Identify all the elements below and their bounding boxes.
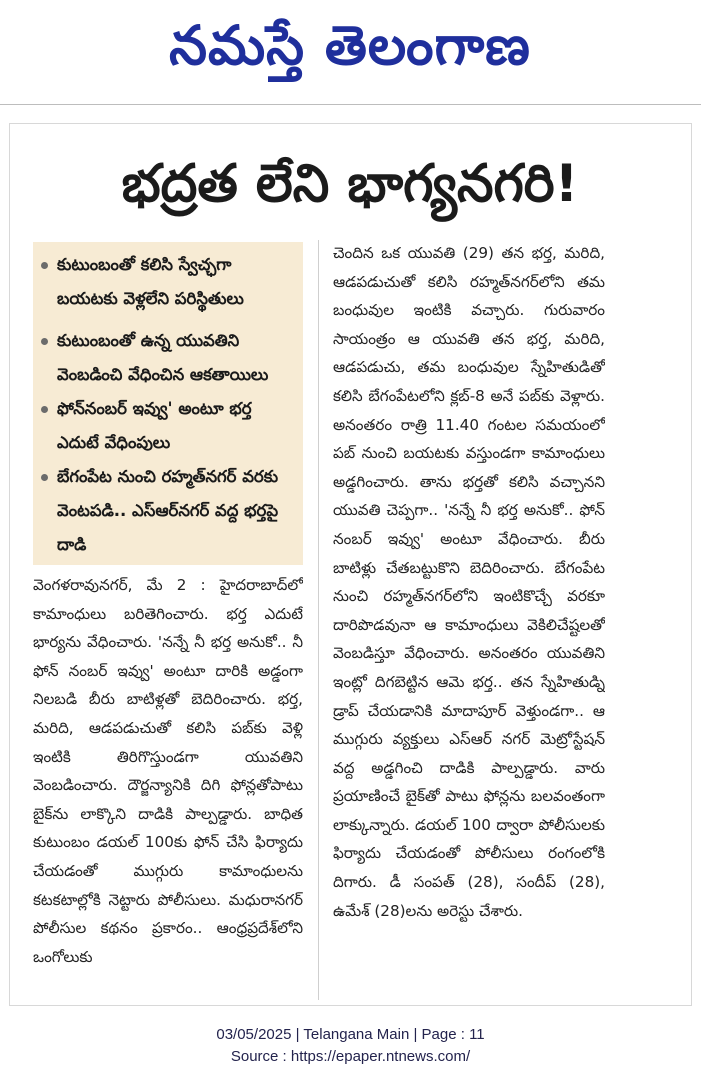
- highlight-text: కుటుంబంతో కలిసి స్వేచ్ఛగా బయటకు వెళ్లలేని పరిస్థితులు: [57, 255, 244, 308]
- article-headline: భద్రత లేని భాగ్యనగరి!: [121, 154, 579, 214]
- page-footer: [0, 1024, 701, 1068]
- highlight-text: ఫోన్‌నంబర్ ఇవ్వు' అంటూ భర్త ఎదుటే వేధింపులు: [57, 399, 252, 452]
- newspaper-masthead: [0, 0, 701, 100]
- article-body-right-column: చెందిన ఒక యువతి (29) తన భర్త, మరిది, ఆడపడుచుతో కలిసి రహ్మత్‌నగర్‌లోని తమ బంధువుల ఇంటికి వచ్చారు. గురువారం సాయంత్రం ఆ యువతి తన భర్త, మరిది, ఆడపడుచు, తమ బంధువుల స్నేహితుడితో కలిసి బేగంపేటలోని క్లబ్-8 అనే పబ్‌కు వెళ్లారు. అనంతరం రాత్రి 11.40 గంటల సమయంలో పబ్ నుంచి బయటకు వస్తుండగా కామాంధులు అడ్డగించారు. తాను భర్తతో కలిసి వచ్చానని యువతి చెప్పగా.. 'నన్నే నీ భర్త అనుకో.. ఫోన్ నంబర్ ఇవ్వు' అంటూ వేధించారు. బీరు బాటిళ్లు చేతబట్టుకొని బెదిరించారు. బేగంపేట నుంచి రహ్మత్‌నగర్‌లోని ఇంటికొచ్చే వరకూ దారిపొడవునా ఆ కామాంధులు వెకిలిచేష్టలతో వెంబడిస్తూ వేధించారు. అనంతరం యువతిని ఇంట్లో దిగబెట్టిన ఆమె భర్త.. తన స్నేహితుడ్ని డ్రాప్ చేయడానికి మాదాపూర్ వెళ్తుండగా.. ఆ ముగ్గురు వ్యక్తులు ఎస్ఆర్ నగర్ మెట్రోస్టేషన్ వద్ద అడ్డగించి దాడికి పాల్పడ్డారు. వారు ప్రయాణించే బైక్‌తో పాటు ఫోన్లను బలవంతంగా లాక్కున్నారు. డయల్ 100 ద్వారా పోలీసులకు ఫిర్యాదు చేయడంతో పోలీసులు రంగంలోకి దిగారు. డీ సంపత్ (28), సందీప్ (28), ఉమేశ్ (28)లను అరెస్టు చేశారు.: [333, 244, 605, 920]
- column-divider: [318, 240, 319, 1000]
- article-body-left-column: వెంగళరావునగర్, మే 2 : హైదరాబాద్‌లో కామాంధులు బరితెగించారు. భర్త ఎదుటే భార్యను వేధించారు. 'నన్నే నీ భర్త అనుకో.. నీ ఫోన్ నంబర్ ఇవ్వు' అంటూ దారికి అడ్డంగా నిలబడి బీరు బాటిళ్లతో బెదిరించారు. భర్త, మరిది, ఆడపడుచుతో కలిసి పబ్‌కు వెళ్లి ఇంటికి తిరిగొస్తుండగా యువతిని వెంబడించారు. దౌర్జన్యానికి దిగి ఫోన్లతోపాటు బైక్‌ను లాక్కొని దాడికి పాల్పడ్డారు. బాధిత కుటుంబం డయల్ 100కు ఫోన్ చేసి ఫిర్యాదు చేయడంతో ముగ్గురు కామాంధులను కటకటాల్లోకి నెట్టారు పోలీసులు. మధురానగర్ పోలీసుల కథనం ప్రకారం.. ఆంధ్రప్రదేశ్‌లోని ఒంగోలుకు: [33, 576, 303, 966]
- footer-edition-info: 03/05/2025 | Telangana Main | Page : 11: [216, 1026, 485, 1043]
- masthead-logo-text: నమస్తే తెలంగాణ: [169, 14, 531, 77]
- bullet-icon: [41, 474, 48, 481]
- bullet-icon: [41, 406, 48, 413]
- bullet-icon: [41, 262, 48, 269]
- bullet-icon: [41, 338, 48, 345]
- highlight-text: కుటుంబంతో ఉన్న యువతిని వెంబడించి వేధించిన ఆకతాయిలు: [57, 331, 269, 384]
- footer-source-link[interactable]: Source : https://epaper.ntnews.com/: [230, 1048, 471, 1065]
- masthead-divider: [0, 104, 701, 105]
- highlights-box: [33, 242, 303, 565]
- highlight-text: బేగంపేట నుంచి రహ్మత్‌నగర్ వరకు వెంటపడి.. ఎస్ఆర్‌నగర్ వద్ద భర్తపై దాడి: [57, 467, 279, 554]
